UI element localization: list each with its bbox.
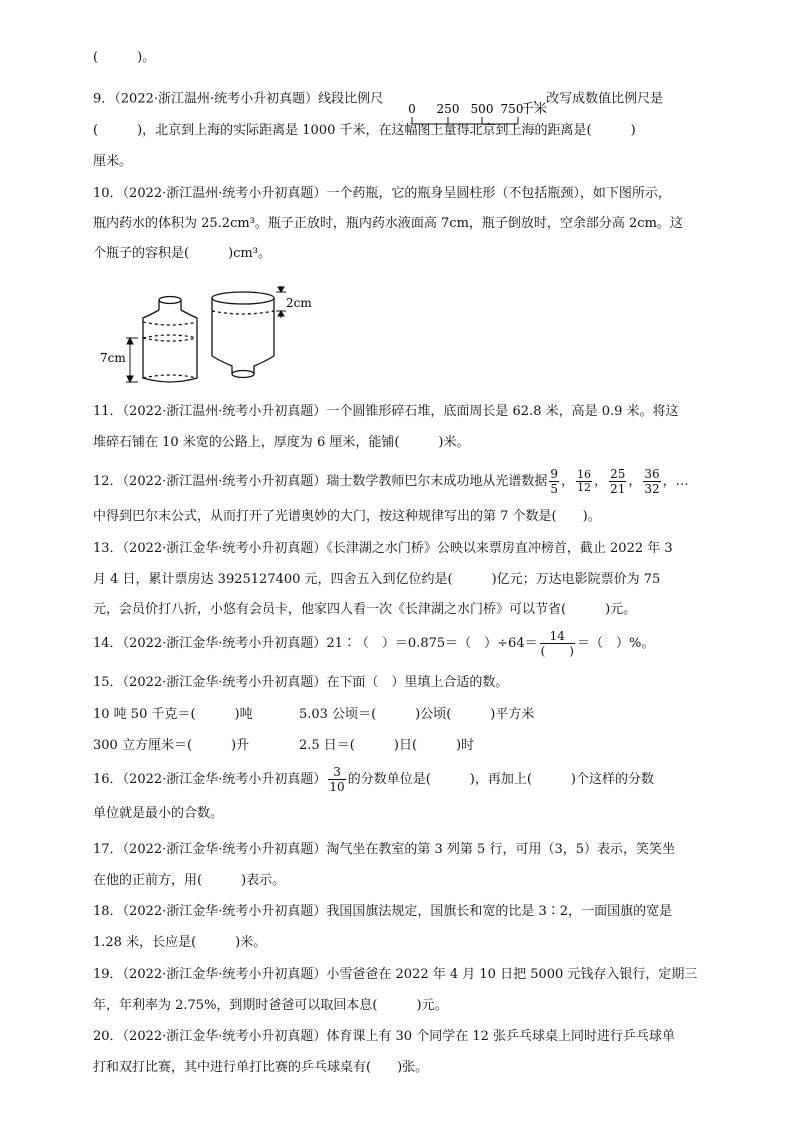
q16-line-1: [93, 764, 654, 796]
scale-tick-label: 750: [500, 102, 524, 116]
q16-text-a: 16．（2022·浙江金华·统考小升初真题）: [93, 772, 327, 787]
height-arrow-7cm: [126, 338, 138, 382]
q14-text-a: 14．（2022·浙江金华·统考小升初真题）21∶（ ）＝0.875＝（ ）÷64＝: [93, 636, 538, 651]
fraction-numerator: 9: [550, 467, 559, 481]
fraction-denominator: 5: [550, 482, 559, 496]
q12-tail: ，…: [662, 474, 689, 489]
q15-line-3a: 300 立方厘米＝( )升: [93, 738, 250, 753]
q9-text-b: ，改写成数值比例尺是: [533, 91, 664, 107]
fraction-numerator: 14: [540, 629, 575, 644]
fraction-numerator: 16: [577, 468, 592, 481]
q14-text-b: ＝（ ）%。: [576, 636, 655, 651]
bottle-figure: [100, 286, 320, 392]
fraction-denominator: 12: [577, 481, 592, 494]
q19-line-2: 年，年利率为 2.75%，到期时爸爸可以取回本息( )元。: [93, 998, 448, 1013]
q20-line-1: 20．（2022·浙江金华·统考小升初真题）体育课上有 30 个同学在 12 张乒乓球桌上同时进行乒乓球单: [93, 1029, 676, 1044]
text-line: ( )。: [93, 50, 156, 65]
height-arrow-2cm: [276, 286, 286, 318]
q19-line-1: 19．（2022·浙江金华·统考小升初真题）小雪爸爸在 2022 年 4 月 10 日把 5000 元钱存入银行，定期三: [93, 967, 698, 982]
fraction-denominator: ( ): [540, 644, 574, 658]
q14-line: [93, 628, 654, 660]
fraction-denominator: 10: [329, 780, 345, 794]
scale-bar: [383, 82, 547, 117]
q12-line-2: 中得到巴尔末公式，从而打开了光谱奥妙的大门，按这种规律写出的第 7 个数是( )。: [93, 509, 601, 524]
fraction: [643, 467, 660, 496]
fraction-denominator: 21: [610, 482, 626, 496]
q16-text-b: 的分数单位是( )，再加上( )个这样的分数: [347, 772, 654, 787]
fraction-numerator: 3: [328, 765, 345, 780]
fraction-numerator: 36: [644, 467, 660, 481]
q15-line-1: 15．（2022·浙江金华·统考小升初真题）在下面（ ）里填上合适的数。: [93, 675, 509, 690]
q13-line-1: 13．（2022·浙江金华·统考小升初真题）《长津湖之水门桥》公映以来票房直冲榜首，截止 2022 年 3: [93, 541, 673, 556]
q10-line-1: 10．（2022·浙江温州·统考小升初真题）一个药瓶，它的瓶身呈圆柱形（不包括瓶颈），如下图所示，: [93, 186, 671, 201]
fraction: [576, 469, 592, 494]
scale-unit-label: 千米: [520, 102, 547, 117]
q15-line-3b: 2.5 日＝( )日( )时: [299, 738, 475, 753]
q9-line-1: [93, 86, 664, 117]
fraction: [549, 467, 559, 496]
q11-line-1: 11．（2022·浙江温州·统考小升初真题）一个圆锥形碎石堆，底面周长是 62.8 米，高是 0.9 米。将这: [93, 404, 679, 419]
fraction-denominator: 32: [644, 482, 660, 496]
q9-line-3: 厘米。: [93, 154, 133, 169]
upright-bottle: [143, 297, 197, 383]
q11-line-2: 堆碎石铺在 10 米宽的公路上，厚度为 6 厘米，能铺( )米。: [93, 435, 470, 450]
q17-line-1: 17．（2022·浙江金华·统考小升初真题）淘气坐在教室的第 3 列第 5 行，可用（3，5）表示，笑笑坐: [93, 842, 676, 857]
q16-line-2: 单位就是最小的合数。: [93, 806, 224, 821]
q18-line-1: 18．（2022·浙江金华·统考小升初真题）我国国旗法规定，国旗长和宽的比是 3∶2，一面国旗的宽是: [93, 904, 673, 919]
q13-line-2: 月 4 日，累计票房达 3925127400 元，四舍五入到亿位约是( )亿元；万达电影院票价为 75: [93, 572, 661, 587]
q18-line-2: 1.28 米，长应是( )米。: [93, 935, 267, 950]
q17-line-2: 在他的正前方，用( )表示。: [93, 873, 286, 888]
fraction-numerator: 25: [610, 467, 626, 481]
scale-tick-label: 500: [470, 102, 494, 116]
label-2cm: 2cm: [286, 296, 312, 310]
q12-text: 12．（2022·浙江温州·统考小升初真题）瑞士数学教师巴尔末成功地从光谱数据: [93, 474, 548, 489]
q15-line-2b: 5.03 公顷＝( )公顷( )平方米: [299, 707, 535, 722]
scale-tick-label: 0: [408, 102, 416, 116]
q10-line-3: 个瓶子的容积是( )cm³。: [93, 246, 271, 261]
label-7cm: 7cm: [100, 351, 126, 365]
fraction: [609, 467, 626, 496]
q9-line-2: ( )，北京到上海的实际距离是 1000 千米，在这幅图上量得北京到上海的距离是( ): [93, 123, 636, 138]
q9-text-a: 9．（2022·浙江温州·统考小升初真题）线段比例尺: [93, 91, 384, 107]
q13-line-3: 元，会员价打八折，小悠有会员卡，他家四人看一次《长津湖之水门桥》可以节省( )元。: [93, 602, 637, 617]
inverted-bottle: [212, 292, 274, 378]
q15-line-2a: 10 吨 50 千克＝( )吨: [93, 707, 253, 722]
q12-line-1: 12．（2022·浙江温州·统考小升初真题）瑞士数学教师巴尔末成功地从光谱数据 $\frac{9}{5}$ ， $\frac{16}{12}$ ， $\frac{25}{21}$ ， $\frac{36}{32}$ ，…: [93, 467, 689, 496]
q10-line-2: 瓶内药水的体积为 25.2cm³。瓶子正放时，瓶内药水液面高 7cm，瓶子倒放时，空余部分高 2cm。这: [93, 216, 683, 231]
fraction: [540, 629, 575, 658]
scale-tick-label: 250: [436, 102, 460, 116]
fraction: [328, 765, 345, 794]
q20-line-2: 打和双打比赛，其中进行单打比赛的乒乓球桌有( )张。: [93, 1060, 429, 1075]
